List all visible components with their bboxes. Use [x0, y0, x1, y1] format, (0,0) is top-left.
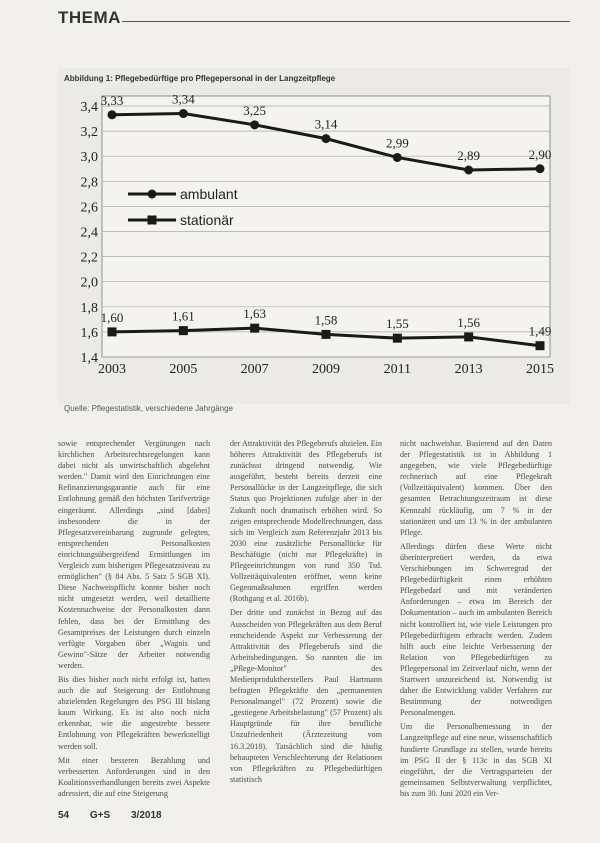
page-number: 54: [58, 810, 70, 821]
data-point: [464, 332, 473, 341]
y-tick-label: 1,4: [80, 351, 98, 366]
y-tick-label: 2,8: [80, 175, 98, 191]
data-label: 3,33: [100, 92, 124, 108]
y-tick-label: 1,8: [80, 300, 98, 316]
x-axis-ticks: [98, 362, 554, 377]
legend-marker: [148, 190, 157, 199]
paragraph: der Attraktivität des Pflegeberufs abzielen. Ein höheres Attraktivität des Pflegeberufs ist zunächsst dringend notwendig. Wie ausgeführt, besteht bereits derzeit eine Personallücke in der Langzeitpflege, die sich Status quo Projektionen zufolge aber in der Zukunft noch dramatisch erhöhen wird. So zeigen entsprechende Modellrechnungen, dass sich im Vergleich zum Referenzjahr 2013 bis 2030 eine zusätzliche Personallücke für Beschäftigte (nicht nur Pflegekräfte) in Pflegeeinrichtungen von rund 350 Tsd. Vollzeitäquivalenten eröffnet, wenn keine Gegenmaßnahmen ergriffen werden (Rothgang et al. 2016b).: [230, 439, 382, 604]
page-footer: [58, 810, 180, 821]
journal-name: G+S: [89, 810, 111, 821]
y-tick-label: 3,2: [80, 125, 98, 141]
legend-label: stationär: [180, 212, 234, 228]
data-point: [179, 326, 188, 335]
paragraph: Mit einer besseren Bezahlung und verbesserten Anforderungen sind in den Koalitionsverhandlungen bereits zwei Aspekte adressiert, die auf eine Steigerung: [58, 755, 210, 798]
data-point: [108, 110, 117, 119]
y-tick-label: 3,0: [80, 150, 98, 166]
data-label: 3,34: [171, 91, 195, 107]
paragraph: Bis dies bisher noch nicht erfolgt ist, hatten auch die auf Steigerung der Entlohnung abzielenden Regelungen des PSG III bislang kaum Wirkung. Es ist also noch nicht erkennbar, wie die angestrebte bessere Entlohnung von Pflegekräften bewerkstelligt werden soll.: [58, 674, 210, 751]
issue-number: 3/2018: [130, 810, 162, 821]
y-tick-label: 2,4: [80, 225, 98, 241]
text-column-1: [58, 438, 210, 802]
section-title: THEMA: [58, 8, 121, 27]
legend-label: ambulant: [180, 186, 238, 202]
legend-marker: [148, 216, 157, 225]
line-chart: [58, 86, 558, 390]
data-label: 3,14: [314, 116, 338, 132]
x-tick-label: 2005: [169, 362, 198, 377]
y-tick-label: 2,6: [80, 200, 98, 216]
y-tick-label: 1,6: [80, 325, 98, 341]
y-tick-label: 2,2: [80, 250, 98, 266]
data-label: 1,56: [457, 314, 481, 330]
data-point: [464, 166, 473, 175]
x-tick-label: 2015: [526, 362, 554, 377]
x-tick-label: 2009: [312, 362, 340, 377]
data-point: [250, 324, 259, 333]
data-label: 1,63: [243, 306, 267, 322]
data-label: 2,90: [528, 146, 552, 162]
data-label: 1,55: [385, 316, 409, 332]
data-point: [250, 120, 259, 129]
x-tick-label: 2011: [383, 362, 412, 377]
data-label: 2,99: [385, 135, 409, 151]
data-label: 1,58: [314, 312, 338, 328]
data-point: [536, 164, 545, 173]
x-tick-label: 2013: [454, 362, 483, 377]
paragraph: nicht nachweisbar. Basierend auf den Daten der Pflegestatistik ist in Abbildung 1 angegeben, wie viele Pflegebedürftige rechnerisch auf eine Pflegekraft (Vollzeitäquivalent) kommen. Über den gesamten Betrachtungszeitraum ist diese Kennzahl rückläufig, um 7 % in der stationären und um 13 % in der ambulanten Pflege.: [400, 439, 552, 537]
data-point: [108, 327, 117, 336]
figure-source: Quelle: Pflegestatistik, verschiedene Jahrgänge: [64, 404, 233, 413]
data-point: [393, 334, 402, 343]
paragraph: Allerdings dürfen diese Werte nicht überinterpretiert werden, da etwa Verschiebungen im Schweregrad der Pflegebedürftigkeit einen erhöhten Pflegebedarf und mit veränderten Anforderungen – etwa im Bereich der Dokumentation – auch im ambulanten Bereich nicht kontrolliert ist, wie viele Leistungen pro Pflegebedürftigem erbracht werden. Zudem hilft auch eine leichte Verbesserung der Relation von Pflegebedürftigen zu Pflegepersonal im Zeitverlauf nicht, wenn der Startwert unzureichend ist. Notwendig ist daher die Entwicklung valider Verfahren zur Bestimmung der notwendigen Personalmengen.: [400, 541, 552, 718]
figure-caption: Abbildung 1: Pflegebedürftige pro Pflegepersonal in der Langzeitpflege: [64, 74, 336, 83]
paragraph: Um die Personalbemessung in der Langzeitpflege auf eine neue, wissenschaftlich fundierte Grundlage zu stellen, wurde bereits im PSG II der § 113c in das SGB XI eingeführt, der die Vertragsparteien der gemeinsamen Selbstverwaltung verpflichtet, bis zum 30. Juni 2020 ein Ver-: [400, 722, 552, 798]
section-title-rule: [122, 21, 570, 22]
data-point: [322, 134, 331, 143]
data-label: 2,89: [457, 148, 481, 164]
x-tick-label: 2007: [240, 362, 269, 377]
text-column-2: [230, 438, 382, 788]
data-point: [179, 109, 188, 118]
text-column-3: [400, 438, 552, 802]
paragraph: Der dritte und zunächst in Bezug auf das Ausscheiden von Pflegekräften aus dem Beruf entscheidende Aspekt zur Verbesserung der Attraktivität des Pflegeberufs sind die Arbeitsbedingungen. So nannten die im „Pflege-Monitor" des Medienproduktherstellers Paul Hartmann befragten Pflegekräfte den „permanenten Personalmangel" (72 Prozent) sowie die „gestiegene Arbeitsbelastung" (57 Prozent) als Hauptgründe für ihre berufliche Unzufriedenheit (Ärztezeitung vom 16.3.2018). Tatsächlich sind die häufig behaupteten Verschlechterung der Relationen von Pflegekräften zu Pflegebedürftigen statistisch: [230, 608, 382, 784]
paragraph: sowie entsprechender Vergütungen nach kirchlichen Arbeitsrechtsregelungen kann dabei nicht als unwirtschaftlich abgelehnt werden." Damit wird den Einrichtungen eine Refinanzierungsgarantie auch für eine Entlohnung gemäß den höchsten Tarifverträge eingeräumt. Allerdings „sind [dabei] insbesondere die in der Pflegesatzvereinbarung zugrunde gelegten, entsprechenden Personalkosten einrichtungsübergreifend Ermittlungen im Vergleich zum bisherigen Pflegesatzniveau zu ermöglichen" (§ 84 Abs. 5 Satz 5 SGB XI). Diese Nachweispflicht konnte bisher noch nicht umgesetzt werden, weil detaillierte Kostennachweise der Personalkosten dann fehlen, dass bei der Ermittlung des Gesamtpreises der Leistungen durch einzeln verfügte Vorgaben über „Wagnis und Gewinn"-Sätze der Arbeiter notwendig werden.: [58, 439, 210, 670]
data-point: [393, 153, 402, 162]
data-label: 1,60: [100, 309, 124, 325]
data-point: [322, 330, 331, 339]
data-point: [536, 341, 545, 350]
x-tick-label: 2003: [98, 362, 126, 377]
y-axis-ticks: [81, 100, 99, 366]
data-label: 1,49: [528, 323, 552, 339]
data-label: 3,25: [243, 102, 267, 118]
y-tick-label: 3,4: [80, 100, 98, 115]
y-tick-label: 2,0: [80, 275, 98, 291]
data-label: 1,61: [171, 308, 195, 324]
